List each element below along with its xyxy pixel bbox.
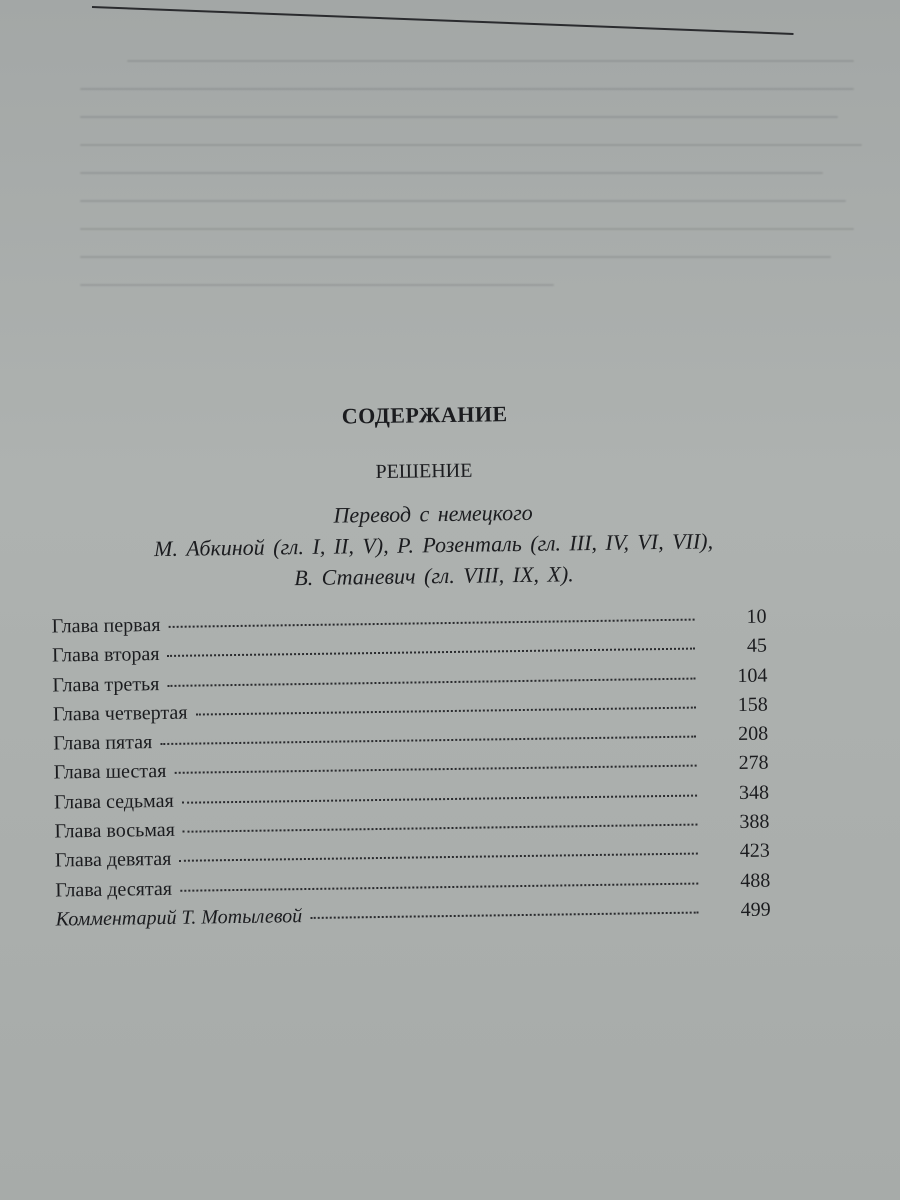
credits-line: Перевод с немецкого — [333, 499, 533, 528]
bleed-through-text — [80, 60, 870, 360]
toc-entry-page: 499 — [740, 898, 771, 921]
toc-entry-page: 208 — [738, 722, 769, 746]
dot-leader — [182, 794, 697, 803]
top-rule — [92, 6, 794, 35]
toc-entry-page: 10 — [746, 605, 767, 628]
toc-entry-page: 348 — [738, 781, 770, 804]
dot-leader — [183, 824, 698, 833]
toc-entry-page: 388 — [739, 810, 770, 834]
credits-line: В. Станевич (гл. VIII, IX, X). — [294, 561, 574, 591]
toc-entry-label: Глава девятая — [54, 848, 172, 872]
dot-leader — [168, 648, 695, 657]
work-title: РЕШЕНИЕ — [375, 459, 473, 484]
toc-entry-page: 423 — [739, 839, 770, 863]
dot-leader — [179, 853, 698, 862]
toc-entry-label: Глава вторая — [51, 643, 160, 667]
dot-leader — [196, 706, 696, 715]
toc-entries — [51, 606, 770, 938]
toc-entry-label: Глава шестая — [53, 760, 167, 785]
dot-leader — [180, 882, 698, 891]
credits-line: М. Абкиной (гл. I, II, V), Р. Розенталь (гл. III, IV, VI, VII), — [153, 528, 714, 562]
toc-entry-page: 45 — [746, 634, 768, 658]
toc-entry-page: 104 — [737, 664, 768, 687]
toc-entry-label: Глава пятая — [53, 731, 153, 755]
toc-entry-label: Глава десятая — [55, 877, 173, 902]
dot-leader — [167, 677, 695, 686]
toc-entry-page: 278 — [738, 752, 769, 775]
toc-entry-label: Глава четвертая — [52, 701, 188, 726]
dot-leader — [168, 619, 694, 628]
toc-entry-label: Глава первая — [51, 614, 161, 638]
dot-leader — [160, 736, 696, 745]
toc-entry-label: Глава седьмая — [53, 789, 174, 814]
dot-leader — [174, 765, 696, 774]
toc-entry-page: 488 — [740, 869, 771, 892]
toc-entry-label: Глава третья — [52, 672, 160, 697]
toc-entry-page: 158 — [737, 693, 768, 716]
dot-leader — [310, 912, 698, 919]
toc-heading: СОДЕРЖАНИЕ — [341, 401, 508, 429]
translation-credits — [38, 493, 829, 597]
toc-entry-label: Глава восьмая — [54, 818, 176, 843]
toc-entry-label: Комментарий Т. Мотылевой — [55, 905, 303, 931]
